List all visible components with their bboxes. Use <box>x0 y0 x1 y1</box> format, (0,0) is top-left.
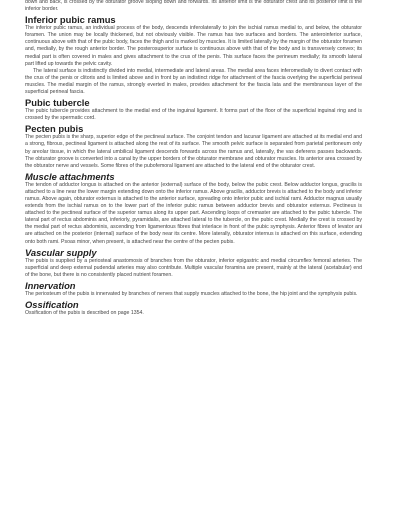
section-ossification <box>25 299 362 317</box>
paragraph: Ossification of the pubis is described on page 1354. <box>25 310 144 316</box>
section-vascular-supply <box>25 247 362 279</box>
section-muscle-attachments <box>25 171 362 246</box>
paragraph: The periosteum of the pubis is innervated by branches of nerves that supply muscles attached to the bone, the hip joint and the symphysis pubis. <box>25 290 358 297</box>
paragraph: The pecten pubis is the sharp, superior edge of the pectineal surface. The conjoint tendon and lacunar ligament are attached at its medial end and a strong, fibrous, pectineal ligament is attached along the rest of its surface. The smooth pelvic surface is separated from parietal peritoneum only by areolar tissue, in which the lateral umbilical ligament descends forwards across the ramus and, laterally, the vas deferens passes backwards. The obturator groove is converted into a canal by the upper borders of the obturator membrane and obturator muscles. Its anterior area crossed by the obturator nerve and vessels. Some fibres of the pubofemoral ligament are attached to the lateral end of the obturator crest. <box>25 134 362 169</box>
paragraph: The pubic tubercle provides attachment to the medial end of the inguinal ligament. It forms part of the floor of the superficial inguinal ring and is crossed by the spermatic cord. <box>25 108 362 122</box>
section-inferior-pubic-ramus <box>25 14 362 96</box>
section-pecten-pubis <box>25 123 362 169</box>
section-heading: Pecten pubis <box>25 123 84 135</box>
section-pubic-tubercle <box>25 97 362 122</box>
section-heading: Pubic tubercle <box>25 97 90 109</box>
paragraph: The lateral surface is indistinctly divided into medial, intermediate and lateral areas. The medial area faces inferomedially to divert contact with the crus of the penis or clitoris and is limited above and in front by an indistinct ridge for attachment of the fascia overlying the superficial perineal muscles. The medial margin of the ramus, strongly everted in males, provides attachment for the fascia lata and the membranous layer of the superficial perineal fascia. <box>25 67 362 96</box>
section-heading: Ossification <box>25 299 79 310</box>
section-continued <box>25 0 362 13</box>
text-column <box>25 0 362 317</box>
section-heading: Innervation <box>25 279 76 291</box>
section-heading: Vascular supply <box>25 246 97 258</box>
paragraph: The inferior pubic ramus, an individual process of the body, descends inferolaterally to join the ischial ramus medial to, and below, the obturator foramen. The union may be locally thickened, but not obviously visible. The ramus has two surfaces and borders. The anteroinferior surface, continuous above with that of the pubic body, faces the thigh and is marked by muscles. It is limited laterally by the margin of the obturator foramen and, medially, by the rough anterior border. The posterosuperior surface is continuous above with that of the body and is transversely convex; its medial part is often covered in males and gives attachment to the crus of the penis. This surface faces the perineum medially; its smooth lateral part lifted up towards the pelvic cavity. <box>25 25 362 67</box>
section-heading: Muscle attachments <box>25 170 115 182</box>
paragraph: down and back, is crossed by the obturator groove sloping down and forwards. Its anterior limit is the obturator crest and its posterior limit is the inferior border. <box>25 0 362 13</box>
paragraph: The tendon of adductor longus is attached on the anterior (external) surface of the body, below the pubic crest. Below adductor longus, gracilis is attached to a line near the lower margin extending down onto the inferior ramus. Above gracilis, adductor brevis is attached to the body and inferior ramus. Above again, obturator externus is attached to the anterior surface, spreading onto inferior pubic and ischial rami. Adductor magnus usually extends from the ischial ramus on to the lower part of the inferior pubic ramus between adductor brevis and obturator externus. Pectineus is attached to the pectineal surface of the superior ramus along its upper part. Ascending loops of cremaster are attached to the pubic tubercle. The lateral part of rectus abdominis and, inferiorly, pyramidalis, are attached lateral to the tubercle, on the pubic crest. Medially the crest is crossed by the medial part of rectus abdominis, ascending from ligamentous fibres that interlace in front of the pubic symphysis. Anterior fibres of levator ani are attached on the posterior (internal) surface of the body near its centre. More laterally, obturator internus is attached on this surface, extending onto both rami. Psoas minor, when present, is attached near the centre of the pecten pubis. <box>25 181 362 245</box>
section-heading: Inferior pubic ramus <box>25 14 116 26</box>
paragraph: The pubis is supplied by a periosteal anastomosis of branches from the obturator, inferior epigastric and medial circumflex femoral arteries. The superficial and deep external pudendal arteries may also contribute. Multiple vascular foramina are present, mainly at the lateral (acetabular) end of the bone, but there is no consistently placed nutrient foramen. <box>25 257 362 278</box>
section-innervation <box>25 280 362 298</box>
